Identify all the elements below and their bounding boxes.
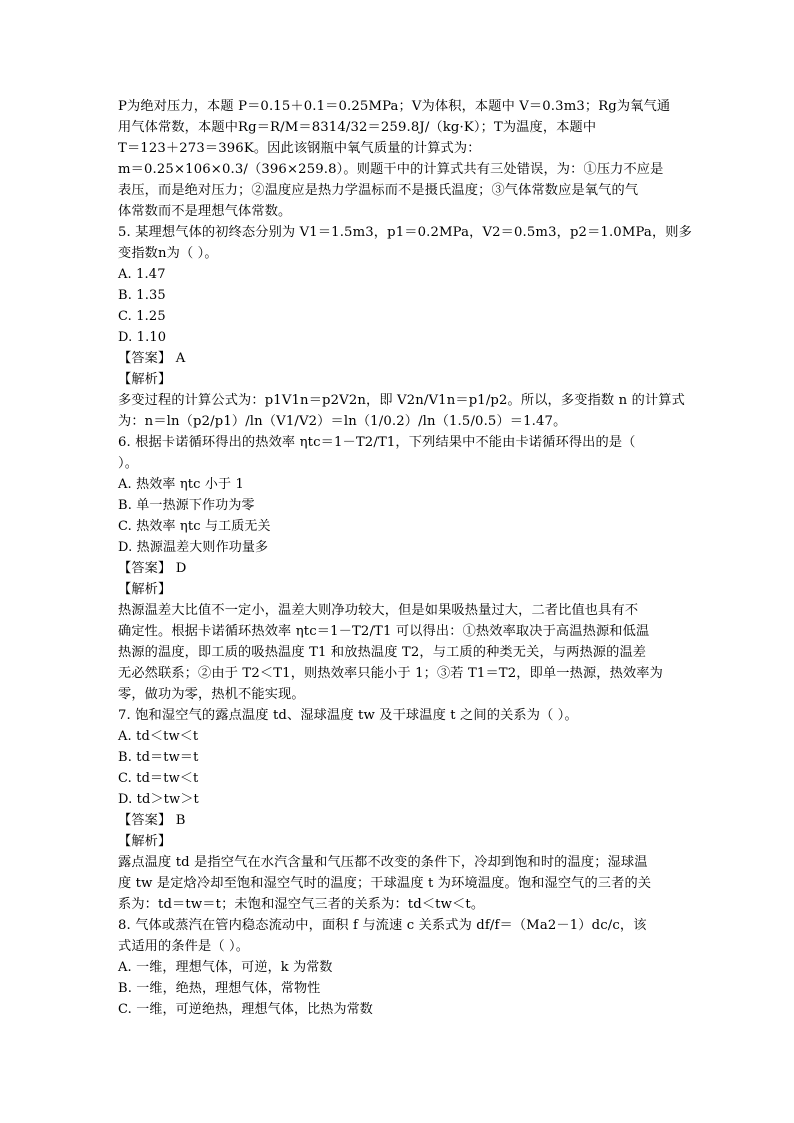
text-line: P为绝对压力，本题 P＝0.15＋0.1＝0.25MPa；V为体积，本题中 V＝0.3m3；Rg为氧气通	[118, 99, 671, 114]
analysis-label: 【解析】	[118, 582, 172, 597]
question-8-stem: 式适用的条件是（ ）。	[118, 939, 250, 954]
option-c: C. 一维，可逆绝热，理想气体，比热为常数	[118, 1002, 373, 1017]
option-a: A. 一维，理想气体，可逆，k 为常数	[118, 960, 333, 975]
text-line: 用气体常数，本题中Rg＝R/M＝8314/32＝259.8J/（kg·K）；T为温度，本题中	[118, 120, 597, 135]
option-b: B. 1.35	[118, 288, 166, 303]
option-a: A. 热效率 ηtc 小于 1	[118, 477, 244, 492]
analysis-text: 度 tw 是定焓冷却至饱和湿空气时的温度；干球温度 t 为环境温度。饱和湿空气的三者的关	[118, 876, 652, 891]
analysis-label: 【解析】	[118, 372, 172, 387]
analysis-label: 【解析】	[118, 834, 172, 849]
analysis-text: 系为：td＝tw＝t；未饱和湿空气三者的关系为：td＜tw＜t。	[118, 897, 485, 912]
text-line: 表压，而是绝对压力；②温度应是热力学温标而不是摄氏温度；③气体常数应是氧气的气	[118, 183, 639, 198]
option-b: B. td＝tw＝t	[118, 750, 199, 765]
option-a: A. 1.47	[118, 267, 166, 282]
option-c: C. td＝tw＜t	[118, 771, 199, 786]
question-6-stem: 6. 根据卡诺循环得出的热效率 ηtc＝1－T2/T1，下列结果中不能由卡诺循环得出的是（	[118, 435, 636, 450]
option-c: C. 热效率 ηtc 与工质无关	[118, 519, 271, 534]
answer-label: 【答案】 D	[118, 561, 187, 576]
text-line: T＝123＋273＝396K。因此该钢瓶中氧气质量的计算式为：	[118, 141, 481, 156]
option-d: D. 1.10	[118, 330, 167, 345]
question-7-stem: 7. 饱和湿空气的露点温度 td、湿球温度 tw 及干球温度 t 之间的关系为（ ）。	[118, 708, 578, 723]
answer-label: 【答案】 A	[118, 351, 186, 366]
option-a: A. td＜tw＜t	[118, 729, 199, 744]
analysis-text: 确定性。根据卡诺循环热效率 ηtc＝1－T2/T1 可以得出：①热效率取决于高温热源和低温	[118, 624, 650, 639]
question-8-stem: 8. 气体或蒸汽在管内稳态流动中，面积 f 与流速 c 关系式为 df/f＝（Ma2－1）dc/c，该	[118, 918, 647, 933]
option-c: C. 1.25	[118, 309, 166, 324]
option-d: D. td＞tw＞t	[118, 792, 199, 807]
analysis-text: 热源温差大比值不一定小，温差大则净功较大，但是如果吸热量过大，二者比值也具有不	[118, 603, 639, 618]
question-5-stem: 5. 某理想气体的初终态分别为 V1＝1.5m3，p1＝0.2MPa，V2＝0.5m3，p2＝1.0MPa，则多	[118, 225, 692, 240]
text-line: m＝0.25×106×0.3/（396×259.8）。则题干中的计算式共有三处错误，为：①压力不应是	[118, 162, 664, 177]
option-d: D. 热源温差大则作功量多	[118, 540, 269, 555]
analysis-text: 为：n＝ln（p2/p1）/ln（V1/V2）＝ln（1/0.2）/ln（1.5/0.5）＝1.47。	[118, 414, 567, 429]
text-line: 体常数而不是理想气体常数。	[118, 204, 292, 219]
answer-label: 【答案】 B	[118, 813, 186, 828]
question-6-stem: ）。	[118, 456, 139, 471]
question-5-stem: 变指数n为（ ）。	[118, 246, 218, 261]
analysis-text: 无必然联系；②由于 T2＜T1，则热效率只能小于 1；③若 T1＝T2，即单一热源，热效率为	[118, 666, 663, 681]
analysis-text: 多变过程的计算公式为：p1V1n＝p2V2n，即 V2n/V1n＝p1/p2。所以，多变指数 n 的计算式	[118, 393, 685, 408]
option-b: B. 一维，绝热，理想气体，常物性	[118, 981, 321, 996]
option-b: B. 单一热源下作功为零	[118, 498, 255, 513]
analysis-text: 热源的温度，即工质的吸热温度 T1 和放热温度 T2，与工质的种类无关，与两热源的温差	[118, 645, 647, 660]
analysis-text: 零，做功为零，热机不能实现。	[118, 687, 305, 702]
page-content	[118, 96, 692, 1020]
analysis-text: 露点温度 td 是指空气在水汽含量和气压都不改变的条件下，冷却到饱和时的温度；湿球温	[118, 855, 648, 870]
